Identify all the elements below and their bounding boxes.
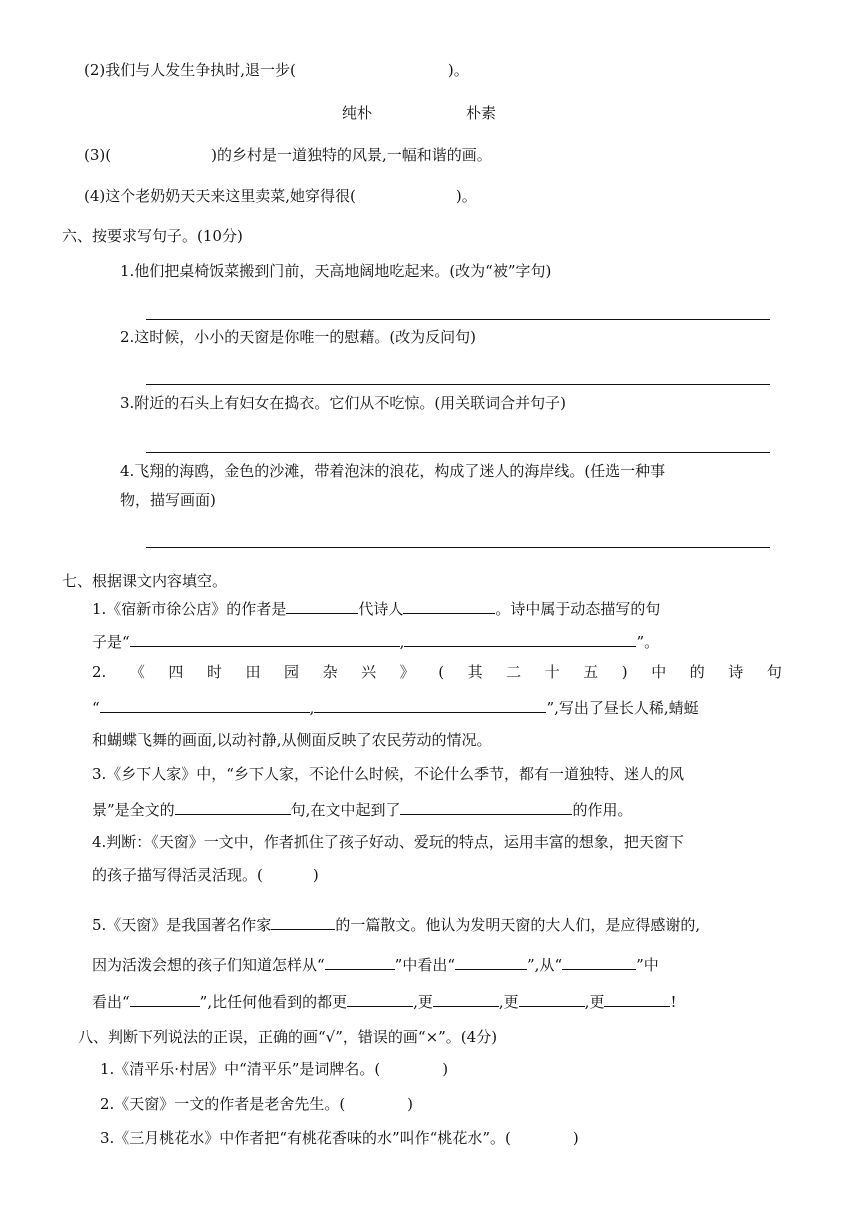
answer-blank[interactable]: [130, 630, 400, 647]
s7-q2-line1: [92, 662, 782, 682]
s7-q3-text-1: 景”是全文的: [92, 801, 175, 819]
answer-line[interactable]: [146, 547, 770, 548]
s7-q2-char: 中: [651, 663, 667, 681]
s7-q4-line2: [92, 865, 319, 885]
s7-q2-char: 《: [129, 663, 145, 681]
answer-blank[interactable]: [562, 953, 636, 970]
answer-blank[interactable]: [175, 798, 291, 815]
word-option-a: 纯朴: [342, 104, 373, 122]
answer-blank[interactable]: [130, 990, 200, 1007]
s7-q2-char: 时: [206, 663, 222, 681]
s6-item-4: 4.飞翔的海鸥，金色的沙滩，带着泡沫的浪花，构成了迷人的海岸线。(任选一种事: [120, 462, 666, 480]
s7-q4-line1: 4.判断：《天窗》一文中，作者抓住了孩子好动、爱玩的特点，运用丰富的想象，把天窗下: [92, 833, 684, 851]
s7-q2-char: 五: [583, 663, 599, 681]
section-8-heading: 八、判断下列说法的正误，正确的画“√”，错误的画“×”。(4分): [78, 1028, 498, 1046]
s8-item-3-end: ): [572, 1129, 579, 1147]
s7-q2-char: 四: [168, 663, 184, 681]
word-option-b: 朴素: [466, 104, 497, 122]
s7-q5-text-10: ,更: [498, 993, 519, 1011]
s8-item-2-text: 2.《天窗》一文的作者是老舍先生。(: [100, 1095, 346, 1113]
s7-q5-text-5: ”,从“: [527, 956, 563, 974]
s7-q5-text-6: ”中: [636, 956, 659, 974]
s7-q5-text-1: 5.《天窗》是我国著名作家: [92, 916, 272, 934]
s7-q4-end: ): [312, 866, 319, 884]
s7-q5-text-8: ”,比任何他看到的都更: [199, 993, 348, 1011]
s7-q2-char: 其: [467, 663, 483, 681]
s7-q3-line2: [92, 798, 632, 820]
s7-q5-text-7: 看出“: [92, 993, 130, 1011]
answer-blank[interactable]: [271, 913, 335, 930]
s8-item-2: [100, 1094, 413, 1114]
s7-q1-text-d: 子是“: [92, 633, 130, 651]
s5-q4-end: )。: [455, 187, 477, 205]
answer-blank[interactable]: [286, 597, 358, 614]
s7-q2-char: 的: [689, 663, 705, 681]
s7-q1-text-a: 1.《宿新市徐公店》的作者是: [92, 600, 287, 618]
s8-item-1: [100, 1059, 448, 1079]
answer-line[interactable]: [146, 384, 770, 385]
answer-blank[interactable]: [314, 696, 546, 713]
s5-q4-text: (4)这个老奶奶天天来这里卖菜,她穿得很(: [84, 187, 356, 205]
s5-q2: [84, 60, 469, 80]
s7-q2-close: ”,写出了昼长人稀,蜻蜓: [546, 699, 699, 717]
s7-q3-text-3: 的作用。: [572, 801, 633, 819]
s7-q4-text: 的孩子描写得活灵活现。(: [92, 866, 263, 884]
s7-q3-line1: 3.《乡下人家》中，“乡下人家，不论什么时候，不论什么季节，都有一道独特、迷人的风: [92, 765, 684, 783]
s7-q1-line2: [92, 630, 659, 652]
answer-blank[interactable]: [347, 990, 413, 1007]
s7-q2-char: 兴: [361, 663, 377, 681]
answer-blank[interactable]: [404, 630, 636, 647]
s7-q2-line2: [92, 696, 699, 718]
s5-q3-start: (3)(: [84, 146, 112, 164]
answer-blank[interactable]: [604, 990, 670, 1007]
s7-q3-text-2: 句,在文中起到了: [290, 801, 401, 819]
answer-line[interactable]: [146, 319, 770, 320]
answer-blank[interactable]: [100, 696, 310, 713]
s7-q2-char: 二: [506, 663, 522, 681]
s7-q2-char: 》: [399, 663, 415, 681]
comma: ,: [399, 633, 405, 651]
s7-q1-text-b: 代诗人: [358, 600, 404, 618]
s7-q2-char: (: [438, 663, 445, 681]
s7-q2-line3: 和蝴蝶飞舞的画面,以动衬静,从侧面反映了农民劳动的情况。: [92, 731, 492, 749]
s7-q2-char: 2.: [92, 663, 107, 681]
s7-q2-char: 十: [544, 663, 560, 681]
s7-q2-char: 杂: [322, 663, 338, 681]
s5-q3: [84, 145, 492, 165]
s6-item-1: 1.他们把桌椅饭菜搬到门前，天高地阔地吃起来。(改为“被”字句): [120, 262, 552, 280]
s7-q1-text-c: 。诗中属于动态描写的句: [495, 600, 661, 618]
s7-q5-text-3: 因为活泼会想的孩子们知道怎样从“: [92, 956, 325, 974]
s7-q2-char: ): [621, 663, 628, 681]
s7-q2-char: 田: [245, 663, 261, 681]
s7-q5-line3: [92, 990, 676, 1012]
s7-q5-text-9: ,更: [413, 993, 433, 1011]
s5-q2-text: (2)我们与人发生争执时,退一步(: [84, 61, 296, 79]
s8-item-1-end: ): [442, 1060, 449, 1078]
answer-blank[interactable]: [519, 990, 585, 1007]
answer-blank[interactable]: [400, 798, 572, 815]
s7-q5-line2: [92, 953, 659, 975]
comma: ,: [309, 699, 315, 717]
s7-q2-char: 诗: [728, 663, 744, 681]
s7-q1-line1: [92, 597, 660, 619]
s8-item-3: [100, 1128, 579, 1148]
s5-q4: [84, 186, 477, 206]
s8-item-2-end: ): [407, 1095, 414, 1113]
s7-q5-line1: [92, 913, 700, 935]
s7-q5-text-2: 的一篇散文。他认为发明天窗的大人们，是应得感谢的,: [335, 916, 701, 934]
s8-item-1-text: 1.《清平乐·村居》中“清平乐”是词牌名。(: [100, 1060, 381, 1078]
answer-blank[interactable]: [433, 990, 499, 1007]
s7-q2-char: 句: [766, 663, 782, 681]
answer-blank[interactable]: [325, 953, 395, 970]
s5-q3-text: )的乡村是一道独特的风景,一幅和谐的画。: [211, 146, 492, 164]
s7-q2-open: “: [92, 699, 100, 717]
s7-q5-text-12: !: [670, 993, 677, 1011]
s5-q2-end: )。: [447, 61, 469, 79]
s6-item-2: 2.这时候，小小的天窗是你唯一的慰藉。(改为反问句): [120, 328, 477, 346]
section-7-heading: 七、根据课文内容填空。: [62, 572, 228, 590]
answer-line[interactable]: [146, 452, 770, 453]
s6-item-4-cont: 物，描写画面): [120, 491, 216, 509]
s7-q1-text-e: ”。: [636, 633, 660, 651]
s7-q5-text-4: ”中看出“: [394, 956, 456, 974]
answer-blank[interactable]: [455, 953, 527, 970]
s8-item-3-text: 3.《三月桃花水》中作者把“有桃花香味的水”叫作“桃花水”。(: [100, 1129, 511, 1147]
s7-q5-text-11: ,更: [584, 993, 605, 1011]
s7-q2-char: 园: [284, 663, 300, 681]
section-6-heading: 六、按要求写句子。(10分): [62, 227, 243, 245]
answer-blank[interactable]: [403, 597, 495, 614]
s6-item-3: 3.附近的石头上有妇女在捣衣。它们从不吃惊。(用关联词合并句子): [120, 394, 567, 412]
